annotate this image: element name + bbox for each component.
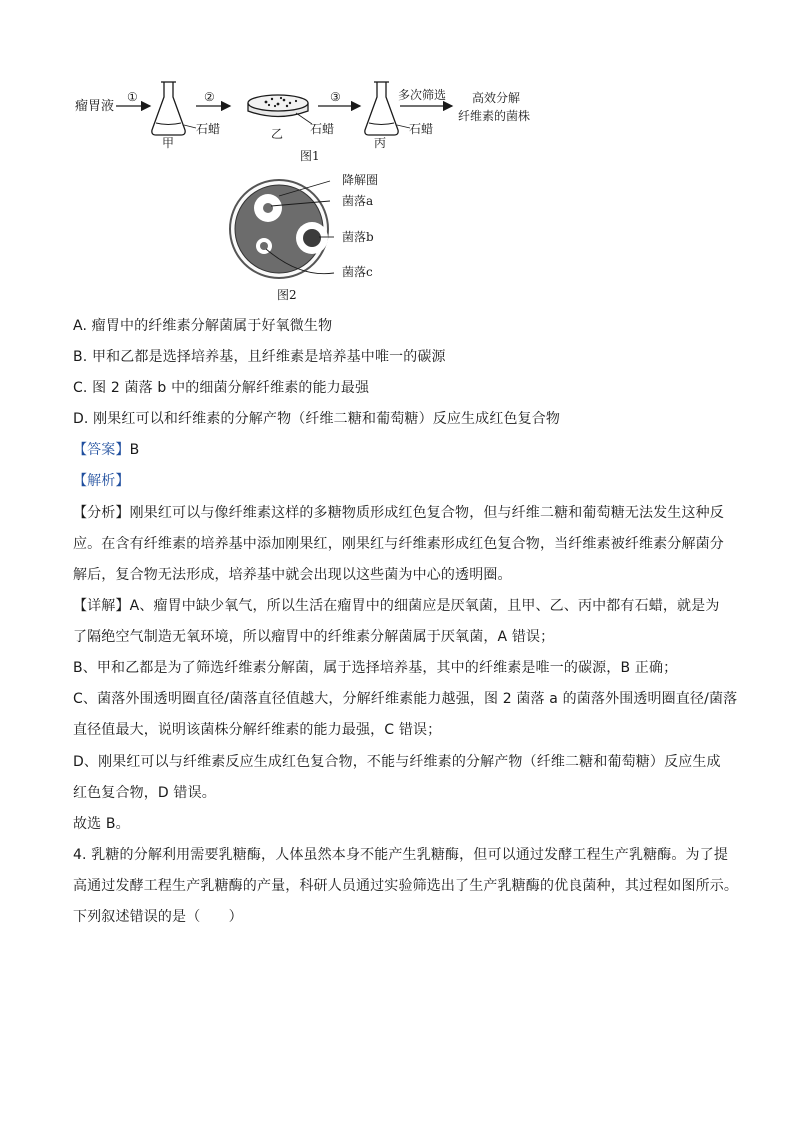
fig1-step-1: ① — [127, 90, 138, 104]
fig2-label-degradation-circle: 降解圈 — [342, 173, 379, 187]
fig1-paraffin-2: 石蜡 — [310, 122, 335, 136]
fig1-multi-screen: 多次筛选 — [398, 88, 447, 102]
fig1-result-line2: 纤维素的菌株 — [458, 109, 531, 123]
detail-line-5: 直径值最大，说明该菌株分解纤维素的能力最强，C 错误； — [73, 722, 442, 738]
answer-value: B — [129, 442, 140, 458]
analysis-line-1: 【分析】刚果红可以与像纤维素这样的多糖物质形成红色复合物，但与纤维二糖和葡萄糖无法发生这种反 — [73, 505, 724, 521]
answer-line — [73, 440, 139, 460]
colony-a — [254, 194, 282, 222]
detail-label: 【详解】 — [73, 598, 130, 614]
analysis-line-2: 应。在含有纤维素的培养基中添加刚果红，刚果红与纤维素形成红色复合物，当纤维素被纤维素分解菌分 — [73, 536, 724, 552]
fig1-flask-bing-label: 丙 — [374, 136, 387, 150]
fig1-plate-yi-label: 乙 — [271, 127, 284, 141]
fig1-step-3: ③ — [330, 90, 341, 104]
option-d: D. 刚果红可以和纤维素的分解产物（纤维二糖和葡萄糖）反应生成红色复合物 — [73, 411, 561, 427]
question4-line-2: 高通过发酵工程生产乳糖酶的产量，科研人员通过实验筛选出了生产乳糖酶的优良菌种，其过程如图所示。 — [73, 878, 739, 894]
detail-line-6: D、刚果红可以与纤维素反应生成红色复合物，不能与纤维素的分解产物（纤维二糖和葡萄糖）反应生成 — [73, 754, 721, 770]
question4-line-3: 下列叙述错误的是（ ） — [73, 909, 243, 925]
answer-label: 【答案】 — [73, 442, 130, 458]
option-a: A. 瘤胃中的纤维素分解菌属于好氧微生物 — [73, 318, 333, 334]
fig1-start-label: 瘤胃液 — [75, 99, 115, 114]
fig2-label-colony-b: 菌落b — [342, 230, 374, 244]
fig2-label-colony-c: 菌落c — [342, 265, 373, 279]
detail-line-3: B、甲和乙都是为了筛选纤维素分解菌，属于选择培养基，其中的纤维素是唯一的碳源，B 正确； — [73, 660, 678, 676]
detail-line-1: 【详解】A、瘤胃中缺少氧气，所以生活在瘤胃中的细菌应是厌氧菌，且甲、乙、丙中都有石蜡，就是为 — [73, 598, 720, 614]
fig2-caption: 图2 — [277, 288, 297, 302]
analysis-heading: 【解析】 — [73, 473, 130, 489]
fig1-paraffin-1: 石蜡 — [196, 122, 221, 136]
analysis-line-3: 解后，复合物无法形成，培养基中就会出现以这些菌为中心的透明圈。 — [73, 567, 512, 583]
fig2-label-colony-a: 菌落a — [342, 194, 374, 208]
detail-line-4: C、菌落外围透明圈直径/菌落直径值越大，分解纤维素能力越强，图 2 菌落 a 的菌落外围透明圈直径/菌落 — [73, 691, 738, 707]
analysis-label: 【分析】 — [73, 505, 130, 521]
fig1-paraffin-3: 石蜡 — [409, 122, 434, 136]
fig1-step-2: ② — [204, 90, 215, 104]
option-b: B. 甲和乙都是选择培养基，且纤维素是培养基中唯一的碳源 — [73, 349, 446, 365]
option-c: C. 图 2 菌落 b 中的细菌分解纤维素的能力最强 — [73, 380, 370, 396]
experiment-figures — [0, 0, 794, 310]
detail-line-7: 红色复合物，D 错误。 — [73, 785, 216, 801]
plate-yi — [248, 95, 312, 124]
detail-line-2: 了隔绝空气制造无氧环境，所以瘤胃中的纤维素分解菌属于厌氧菌，A 错误； — [73, 629, 555, 645]
question4-line-1: 4. 乳糖的分解利用需要乳糖酶，人体虽然本身不能产生乳糖酶，但可以通过发酵工程生产乳糖酶。为了提 — [73, 847, 729, 863]
fig1-result-line1: 高效分解 — [472, 91, 521, 105]
fig1-caption: 图1 — [300, 149, 320, 163]
colony-b — [296, 222, 328, 254]
detail-conclusion: 故选 B。 — [73, 816, 130, 832]
fig1-flask-jia-label: 甲 — [162, 136, 175, 150]
flask-jia — [152, 82, 196, 135]
